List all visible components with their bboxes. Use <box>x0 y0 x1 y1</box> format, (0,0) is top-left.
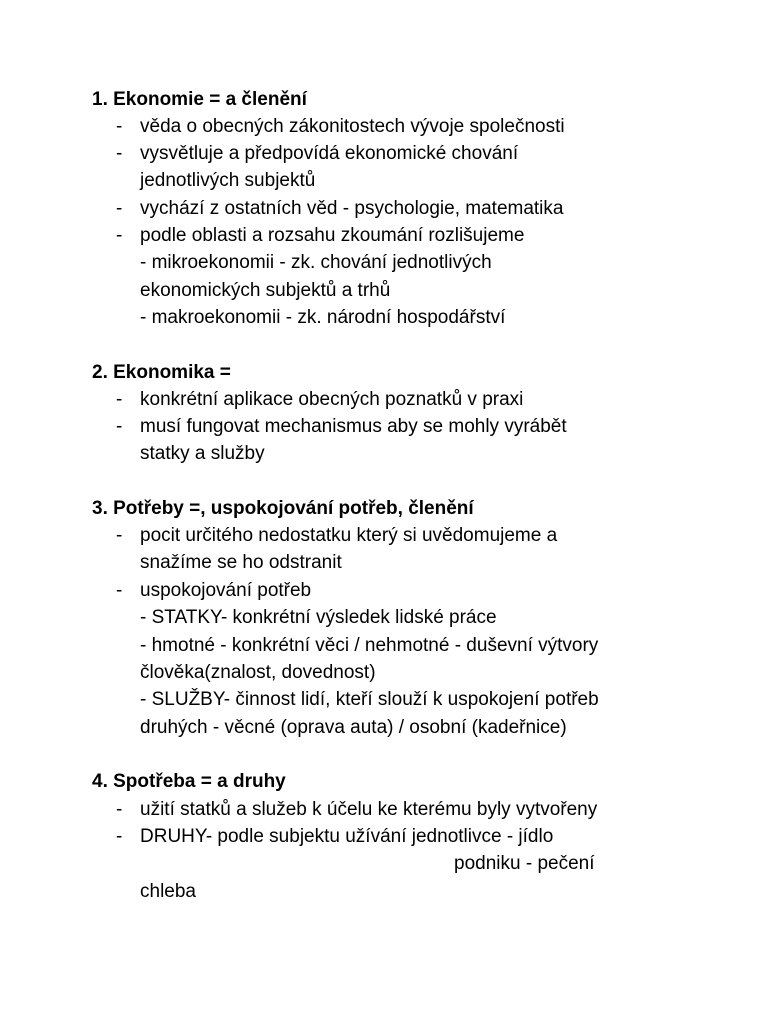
text-line: - hmotné - konkrétní věci / nehmotné - duševní výtvory <box>140 635 599 656</box>
text-line: uspokojování potřeb <box>140 580 312 601</box>
text-line: podle oblasti a rozsahu zkoumání rozlišujeme <box>140 225 525 246</box>
text-line: vysvětluje a předpovídá ekonomické chování <box>140 143 519 164</box>
text-line: užití statků a služeb k účelu ke kterému byly vytvořeny <box>140 799 598 820</box>
text-line: jednotlivých subjektů <box>140 170 316 191</box>
heading-1: 1. Ekonomie = a členění <box>92 89 307 110</box>
text-line: konkrétní aplikace obecných poznatků v praxi <box>140 389 524 410</box>
text-line: statky a služby <box>140 443 265 464</box>
bullet-dash: - <box>116 389 123 410</box>
bullet-dash: - <box>116 525 123 546</box>
heading-4: 4. Spotřeba = a druhy <box>92 771 286 792</box>
text-line: chleba <box>140 881 196 902</box>
heading-3: 3. Potřeby =, uspokojování potřeb, členění <box>92 498 474 519</box>
text-line: člověka(znalost, dovednost) <box>140 662 376 683</box>
text-line: - STATKY- konkrétní výsledek lidské práce <box>140 607 497 628</box>
text-line: - makroekonomii - zk. národní hospodářství <box>140 307 506 328</box>
text-line: - mikroekonomii - zk. chování jednotlivých <box>140 252 492 273</box>
text-line: vychází z ostatních věd - psychologie, matematika <box>140 198 564 219</box>
text-line: snažíme se ho odstranit <box>140 552 342 573</box>
text-line: pocit určitého nedostatku který si uvědomujeme a <box>140 525 558 546</box>
bullet-dash: - <box>116 116 123 137</box>
bullet-dash: - <box>116 225 123 246</box>
text-line: musí fungovat mechanismus aby se mohly vyrábět <box>140 416 567 437</box>
bullet-dash: - <box>116 143 123 164</box>
bullet-dash: - <box>116 416 123 437</box>
heading-2: 2. Ekonomika = <box>92 362 231 383</box>
text-line: druhých - věcné (oprava auta) / osobní (kadeřnice) <box>140 717 567 738</box>
bullet-dash: - <box>116 580 123 601</box>
bullet-dash: - <box>116 198 123 219</box>
text-line: ekonomických subjektů a trhů <box>140 280 391 301</box>
text-line: věda o obecných zákonitostech vývoje společnosti <box>140 116 565 137</box>
bullet-dash: - <box>116 799 123 820</box>
bullet-dash: - <box>116 826 123 847</box>
text-line: DRUHY- podle subjektu užívání jednotlivce - jídlo <box>140 826 554 847</box>
text-line: podniku - pečení <box>454 853 595 874</box>
text-line: - SLUŽBY- činnost lidí, kteří slouží k uspokojení potřeb <box>140 689 599 710</box>
